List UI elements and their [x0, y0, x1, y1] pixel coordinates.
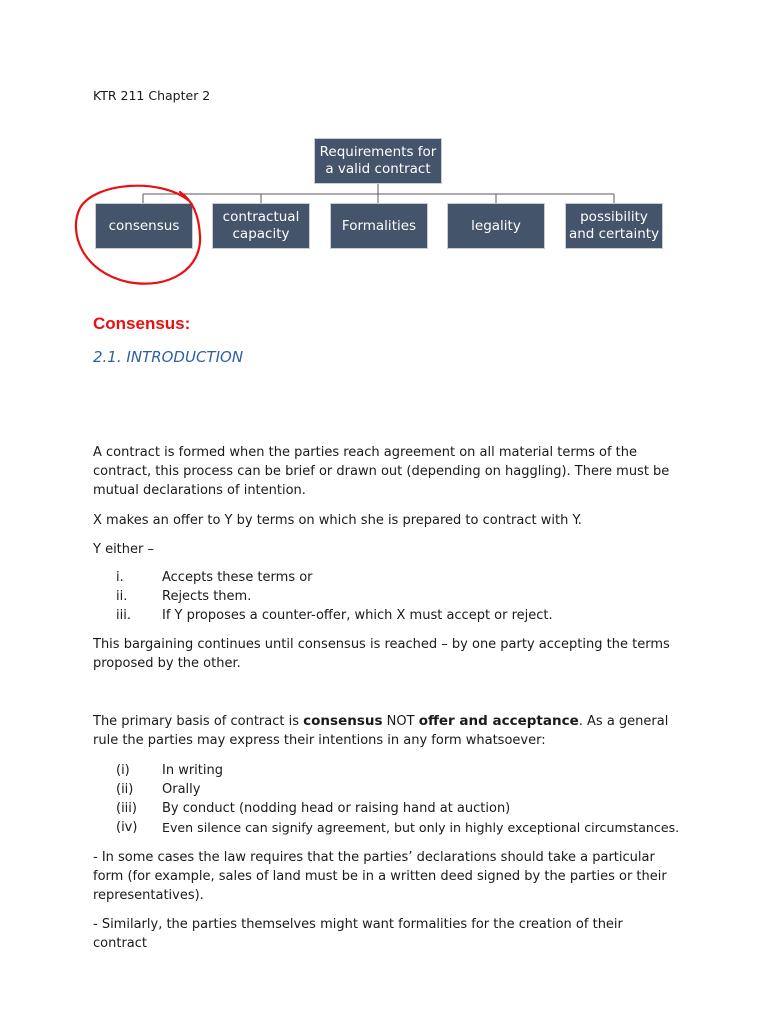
- list-item-text: In writing: [162, 763, 223, 778]
- primary-basis-offer-acceptance: offer and acceptance: [418, 713, 579, 729]
- list-item-number: (iii): [116, 801, 137, 816]
- list-item-text: Orally: [162, 782, 201, 797]
- diagram-root-box: Requirements for a valid contract: [315, 139, 441, 183]
- paragraph-bargaining: This bargaining continues until consensus is reached – by one party accepting the terms proposed by the other.: [93, 637, 670, 671]
- diagram-box-possibility-certainty: possibility and certainty: [566, 204, 662, 248]
- paragraph-parties-formalities: - Similarly, the parties themselves might want formalities for the creation of their contract: [93, 917, 623, 951]
- paragraph-contract-formed: A contract is formed when the parties reach agreement on all material terms of the contract, this process can be brief or drawn out (depending on haggling). There must be mutual declarations of intention.: [93, 445, 670, 498]
- section-title: Consensus:: [93, 314, 191, 333]
- section-subtitle: 2.1. INTRODUCTION: [93, 348, 244, 366]
- list-item-text: Accepts these terms or: [162, 570, 313, 585]
- paragraph-y-either: Y either –: [93, 542, 154, 557]
- list-item-text: By conduct (nodding head or raising hand at auction): [162, 801, 511, 816]
- primary-basis-consensus: consensus: [303, 713, 383, 729]
- list-item-text: Even silence can signify agreement, but only in highly exceptional circumstances.: [162, 820, 680, 835]
- list-item-number: (i): [116, 763, 130, 778]
- primary-basis-pre: The primary basis of contract is: [93, 714, 304, 729]
- list-item-number: i.: [116, 570, 124, 585]
- list-item-number: ii.: [116, 589, 128, 604]
- list-item-text: Rejects them.: [162, 589, 252, 604]
- paragraph-primary-basis: [93, 712, 673, 750]
- paragraph-law-requires-form: - In some cases the law requires that the parties’ declarations should take a particular form (for example, sales of land must be in a written deed signed by the parties or their representatives).: [93, 850, 667, 903]
- diagram-box-consensus: consensus: [96, 204, 192, 248]
- list-item-number: (ii): [116, 782, 134, 797]
- list-item-number: iii.: [116, 608, 131, 623]
- highlight-circle: [0, 0, 768, 300]
- primary-basis-post: . As a general rule the parties may express their intentions in any form whatsoever:: [93, 714, 669, 748]
- diagram-box-contractual-capacity: contractual capacity: [213, 204, 309, 248]
- list-item-text: If Y proposes a counter-offer, which X must accept or reject.: [162, 608, 553, 623]
- diagram-box-formalities: Formalities: [331, 204, 427, 248]
- list-item-number: (iv): [116, 820, 138, 835]
- document-header: KTR 211 Chapter 2: [93, 88, 211, 103]
- primary-basis-mid: NOT: [382, 714, 419, 729]
- paragraph-offer: X makes an offer to Y by terms on which she is prepared to contract with Y.: [93, 513, 582, 528]
- diagram-box-legality: legality: [448, 204, 544, 248]
